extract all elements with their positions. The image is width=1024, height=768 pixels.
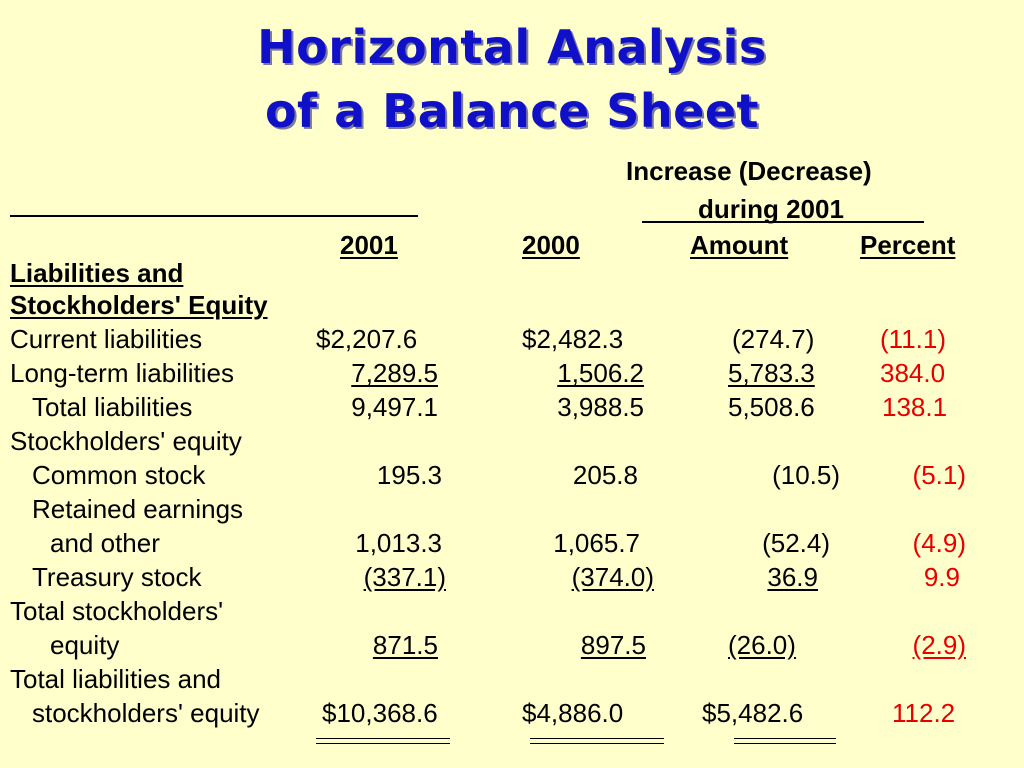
value-2001: $10,368.6 bbox=[322, 698, 438, 728]
value-amount: 36.9 bbox=[767, 562, 818, 592]
value-amount: (10.5) bbox=[772, 460, 840, 490]
row-label-line-1: Total stockholders' bbox=[10, 596, 224, 626]
slide-title-line-2: of a Balance Sheet bbox=[264, 84, 760, 138]
value-2000: 1,065.7 bbox=[553, 528, 640, 558]
value-percent: 384.0 bbox=[880, 358, 946, 388]
value-2001: 9,497.1 bbox=[351, 392, 438, 422]
section-heading-line-1: Liabilities and bbox=[10, 258, 184, 288]
value-2001: 7,289.5 bbox=[351, 358, 438, 388]
value-amount: (274.7) bbox=[732, 324, 815, 354]
row-label: Treasury stock bbox=[32, 562, 202, 592]
row-label: Common stock bbox=[32, 460, 206, 490]
value-2000: $4,886.0 bbox=[522, 698, 624, 728]
double-underline-2000 bbox=[530, 738, 664, 744]
column-header-2001: 2001 bbox=[340, 230, 398, 260]
row-label-line-1: Retained earnings bbox=[32, 494, 244, 524]
value-percent: (2.9) bbox=[912, 630, 966, 660]
value-2001: 871.5 bbox=[372, 630, 438, 660]
row-label: Current liabilities bbox=[10, 324, 203, 354]
value-percent: 112.2 bbox=[892, 698, 956, 728]
value-percent: 138.1 bbox=[882, 392, 948, 422]
value-amount: 5,508.6 bbox=[728, 392, 815, 422]
header-during-2001: during 2001 bbox=[698, 194, 844, 224]
header-rule-left bbox=[10, 215, 418, 217]
slide-title-line-1: Horizontal Analysis bbox=[257, 20, 767, 74]
value-amount: (26.0) bbox=[728, 630, 796, 660]
value-percent: (4.9) bbox=[912, 528, 966, 558]
value-amount: 5,783.3 bbox=[728, 358, 815, 388]
row-label-stockholders-equity: Stockholders' equity bbox=[10, 426, 242, 456]
value-2000: 205.8 bbox=[572, 460, 638, 490]
value-2000: $2,482.3 bbox=[522, 324, 624, 354]
row-label-line-1: Total liabilities and bbox=[10, 664, 222, 694]
value-2000: 3,988.5 bbox=[557, 392, 644, 422]
value-2000: (374.0) bbox=[571, 562, 654, 592]
value-2000: 897.5 bbox=[580, 630, 646, 660]
value-2001: 1,013.3 bbox=[355, 528, 442, 558]
double-underline-2001 bbox=[316, 738, 450, 744]
value-percent: 9.9 bbox=[923, 562, 960, 592]
column-header-percent: Percent bbox=[860, 230, 956, 260]
row-label: Total liabilities bbox=[32, 392, 193, 422]
value-2001: (337.1) bbox=[363, 562, 446, 592]
value-amount: $5,482.6 bbox=[702, 698, 804, 728]
header-increase-decrease: Increase (Decrease) bbox=[626, 156, 872, 186]
value-2001: $2,207.6 bbox=[316, 324, 418, 354]
row-label: Long-term liabilities bbox=[10, 358, 234, 388]
column-header-2000: 2000 bbox=[522, 230, 580, 260]
value-amount: (52.4) bbox=[762, 528, 830, 558]
section-heading-line-2: Stockholders' Equity bbox=[10, 290, 268, 320]
row-label-line-2: equity bbox=[50, 630, 120, 660]
row-label-line-2: and other bbox=[50, 528, 160, 558]
double-underline-amount bbox=[734, 738, 836, 744]
value-percent: (5.1) bbox=[912, 460, 966, 490]
value-2001: 195.3 bbox=[376, 460, 442, 490]
value-percent: (11.1) bbox=[880, 324, 946, 354]
row-label-line-2: stockholders' equity bbox=[32, 698, 260, 728]
header-rule-during bbox=[642, 221, 924, 223]
value-2000: 1,506.2 bbox=[557, 358, 644, 388]
column-header-amount: Amount bbox=[690, 230, 789, 260]
